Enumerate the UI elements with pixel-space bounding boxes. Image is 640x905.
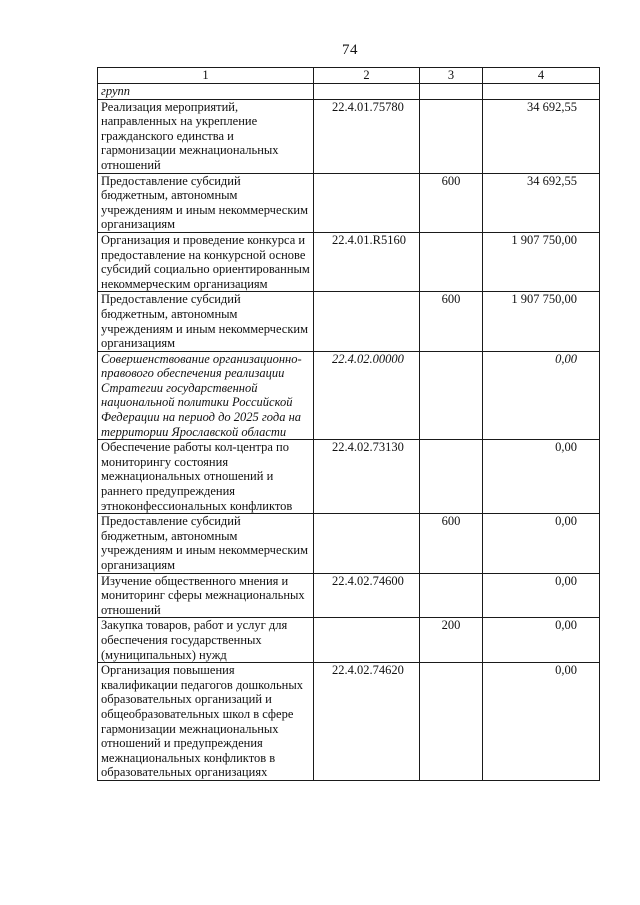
row-code-cell: 22.4.01.R5160 bbox=[314, 232, 420, 291]
row-amount-cell: 1 907 750,00 bbox=[483, 292, 600, 351]
row-code-cell bbox=[314, 292, 420, 351]
column-header-3: 3 bbox=[420, 68, 483, 84]
column-header-1: 1 bbox=[98, 68, 314, 84]
row-expense-type-cell: 600 bbox=[420, 514, 483, 573]
column-header-4: 4 bbox=[483, 68, 600, 84]
row-code-cell: 22.4.02.74600 bbox=[314, 573, 420, 618]
row-code-cell bbox=[314, 514, 420, 573]
row-name-cell: Организация повышения квалификации педагогов дошкольных образовательных организаций и общеобразовательных школ в сфере гармонизации межнациональных отношений и предупреждения межнациональных конфликтов в образовательных организациях bbox=[98, 663, 314, 781]
row-expense-type-cell bbox=[420, 84, 483, 100]
row-amount-cell: 34 692,55 bbox=[483, 173, 600, 232]
table-row bbox=[98, 440, 600, 514]
row-code-cell: 22.4.02.73130 bbox=[314, 440, 420, 514]
row-name-cell: Обеспечение работы кол-центра по мониторингу состояния межнациональных отношений и раннего предупреждения этноконфессиональных конфликтов bbox=[98, 440, 314, 514]
row-expense-type-cell: 600 bbox=[420, 292, 483, 351]
row-code-cell bbox=[314, 173, 420, 232]
table-row bbox=[98, 99, 600, 173]
row-expense-type-cell bbox=[420, 351, 483, 440]
row-name-cell: групп bbox=[98, 84, 314, 100]
page-number: 74 bbox=[342, 42, 358, 58]
row-name-cell: Предоставление субсидий бюджетным, автономным учреждениям и иным некоммерческим организациям bbox=[98, 514, 314, 573]
row-amount-cell: 1 907 750,00 bbox=[483, 232, 600, 291]
row-code-cell bbox=[314, 84, 420, 100]
table-row bbox=[98, 514, 600, 573]
row-expense-type-cell: 200 bbox=[420, 618, 483, 663]
column-header-2: 2 bbox=[314, 68, 420, 84]
row-code-cell: 22.4.01.75780 bbox=[314, 99, 420, 173]
row-name-cell: Изучение общественного мнения и мониторинг сферы межнациональных отношений bbox=[98, 573, 314, 618]
row-amount-cell bbox=[483, 84, 600, 100]
row-amount-cell: 0,00 bbox=[483, 573, 600, 618]
row-name-cell: Реализация мероприятий, направленных на укрепление гражданского единства и гармонизации межнациональных отношений bbox=[98, 99, 314, 173]
row-amount-cell: 0,00 bbox=[483, 663, 600, 781]
row-expense-type-cell bbox=[420, 573, 483, 618]
row-name-cell: Организация и проведение конкурса и предоставление на конкурсной основе субсидий социально ориентированным некоммерческим организациям bbox=[98, 232, 314, 291]
row-expense-type-cell bbox=[420, 663, 483, 781]
table-row bbox=[98, 351, 600, 440]
table-row bbox=[98, 232, 600, 291]
row-expense-type-cell bbox=[420, 99, 483, 173]
table-row bbox=[98, 84, 600, 100]
row-amount-cell: 0,00 bbox=[483, 351, 600, 440]
row-name-cell: Совершенствование организационно-правового обеспечения реализации Стратегии государственной национальной политики Российской Федерации на период до 2025 года на территории Ярославской области bbox=[98, 351, 314, 440]
row-amount-cell: 0,00 bbox=[483, 514, 600, 573]
row-amount-cell: 0,00 bbox=[483, 440, 600, 514]
row-code-cell: 22.4.02.74620 bbox=[314, 663, 420, 781]
table-row bbox=[98, 173, 600, 232]
table-row bbox=[98, 618, 600, 663]
row-expense-type-cell bbox=[420, 440, 483, 514]
table-row bbox=[98, 573, 600, 618]
row-expense-type-cell bbox=[420, 232, 483, 291]
row-name-cell: Предоставление субсидий бюджетным, автономным учреждениям и иным некоммерческим организациям bbox=[98, 292, 314, 351]
row-name-cell: Закупка товаров, работ и услуг для обеспечения государственных (муниципальных) нужд bbox=[98, 618, 314, 663]
row-name-cell: Предоставление субсидий бюджетным, автономным учреждениям и иным некоммерческим организациям bbox=[98, 173, 314, 232]
table-row bbox=[98, 292, 600, 351]
table-header-row bbox=[98, 68, 600, 84]
row-expense-type-cell: 600 bbox=[420, 173, 483, 232]
row-code-cell bbox=[314, 618, 420, 663]
row-code-cell: 22.4.02.00000 bbox=[314, 351, 420, 440]
budget-table bbox=[97, 67, 600, 781]
row-amount-cell: 34 692,55 bbox=[483, 99, 600, 173]
table-row bbox=[98, 663, 600, 781]
row-amount-cell: 0,00 bbox=[483, 618, 600, 663]
